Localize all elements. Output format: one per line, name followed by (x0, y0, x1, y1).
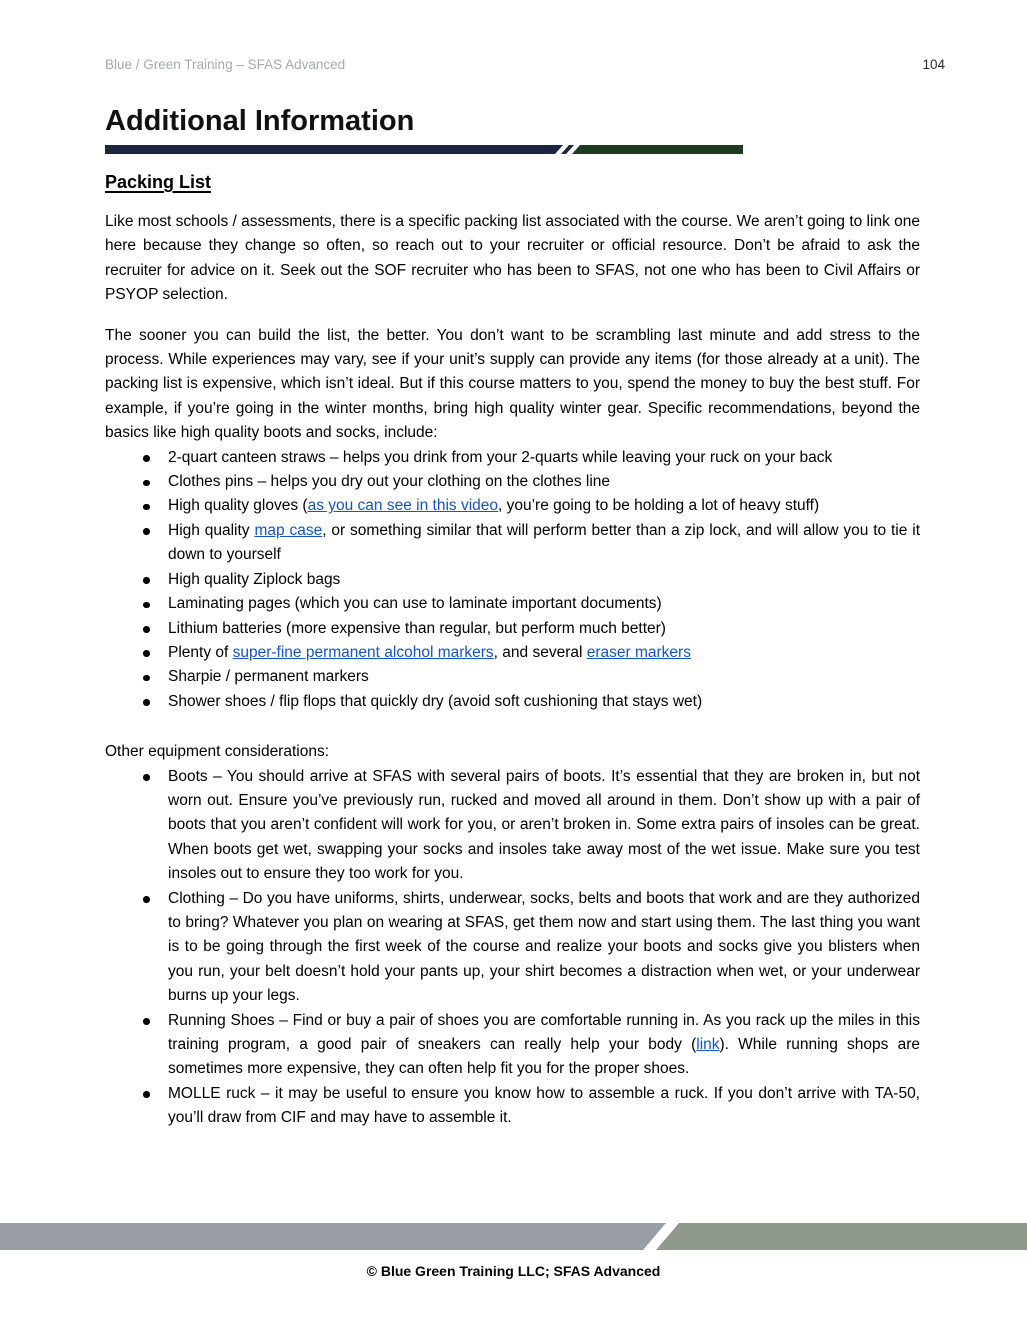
text-run: High quality Ziplock bags (168, 570, 341, 588)
text-run: High quality gloves ( (168, 497, 308, 515)
text-run: Shower shoes / flip flops that quickly dry (avoid soft cushioning that stays wet) (168, 692, 703, 710)
inline-link[interactable]: map case (254, 521, 323, 539)
body-paragraph-1: Like most schools / assessments, there is a specific packing list associated with the course. We aren’t going to link one here because they change so often, so reach out to your recruiter or official resource. Don’t be afraid to ask the recruiter for advice on it. Seek out the SOF recruiter who has been to SFAS, not one who has been to Civil Affairs or PSYOP selection. (105, 213, 920, 304)
list-item (105, 887, 920, 1009)
title-divider (105, 145, 920, 154)
text-run: Running Shoes – Find or buy a pair of shoes you are comfortable running in. As you rack up the miles in this training program, a good pair of sneakers can really help your body ( (168, 1011, 920, 1053)
text-run: Laminating pages (which you can use to laminate important documents) (168, 595, 662, 613)
list-item (105, 568, 920, 592)
list-item (105, 494, 920, 518)
list-item (105, 765, 920, 887)
text-run: High quality (168, 521, 255, 539)
list-item (105, 446, 920, 470)
text-run: Plenty of (168, 643, 233, 661)
text-run: Boots – You should arrive at SFAS with several pairs of boots. It’s essential that they are broken in, but not worn out. Ensure you’ve previously run, rucked and moved all around in them. Don’t show up with a pair of boots that you aren’t confident will work for you, or aren’t broken in. Some extra pairs of insoles can be great. When boots get wet, swapping your socks and insoles take away most of the wet issue. Make sure you test insoles out to ensure they too work for you. (168, 767, 920, 883)
text-run: Clothes pins – helps you dry out your clothing on the clothes line (168, 473, 611, 491)
text-run: MOLLE ruck – it may be useful to ensure you know how to assemble a ruck. If you don’t arrive with TA-50, you’ll draw from CIF and may have to assemble it. (168, 1084, 920, 1127)
inline-link[interactable]: eraser markers (586, 643, 691, 661)
section-heading: Packing List (105, 172, 212, 192)
divider-navy-bar (105, 145, 920, 154)
text-run: Lithium batteries (more expensive than regular, but perform much better) (168, 619, 666, 637)
inline-link[interactable]: link (696, 1036, 720, 1053)
page-number: 104 (922, 57, 945, 72)
list-item (105, 1082, 920, 1131)
equipment-list (105, 765, 920, 1131)
text-run: , and several (493, 643, 587, 661)
list-item (105, 592, 920, 616)
footer-copyright: © Blue Green Training LLC; SFAS Advanced (366, 1263, 661, 1279)
other-equipment-heading: Other equipment considerations: (105, 743, 330, 761)
list-item (105, 641, 920, 665)
page-title: Additional Information (105, 105, 415, 137)
footer-divider (0, 1223, 1027, 1250)
list-item (105, 519, 920, 568)
text-run: 2-quart canteen straws – helps you drink from your 2-quarts while leaving your ruck on your back (168, 448, 833, 466)
list-item (105, 470, 920, 494)
packing-list (105, 446, 920, 714)
body-paragraph-2: The sooner you can build the list, the better. You don’t want to be scrambling last minute and add stress to the process. While experiences may vary, see if your unit’s supply can provide any items (for those already at a unit). The packing list is expensive, which isn’t ideal. But if this course matters to you, spend the money to buy the best stuff. For example, if you’re going in the winter months, bring high quality winter gear. Specific recommendations, beyond the basics like high quality boots and socks, include: (105, 326, 920, 442)
inline-link[interactable]: super-fine permanent alcohol markers (232, 643, 494, 661)
text-run: Sharpie / permanent markers (168, 668, 369, 686)
text-run: ). While running shops are sometimes more expensive, they can often help fit you for the proper shoes. (168, 1036, 920, 1078)
page-content (105, 0, 920, 1131)
list-item (105, 1009, 920, 1082)
text-run: , you’re going to be holding a lot of heavy stuff) (498, 497, 820, 515)
list-item (105, 617, 920, 641)
text-run: , or something similar that will perform better than a zip lock, and will allow you to tie it down to yourself (168, 521, 921, 564)
list-item (105, 690, 920, 714)
inline-link[interactable]: as you can see in this video (307, 497, 498, 515)
running-header: Blue / Green Training – SFAS Advanced (105, 57, 346, 72)
list-item (105, 665, 920, 689)
text-run: Clothing – Do you have uniforms, shirts, underwear, socks, belts and boots that work and are they authorized to bring? Whatever you plan on wearing at SFAS, get them now and start using them. The last thing you want is to be going through the first week of the course and realize your boots and socks give you blisters when you run, your belt doesn’t hold your pants up, your shirt becomes a distraction when wet, or your underwear burns up your legs. (168, 889, 920, 1005)
